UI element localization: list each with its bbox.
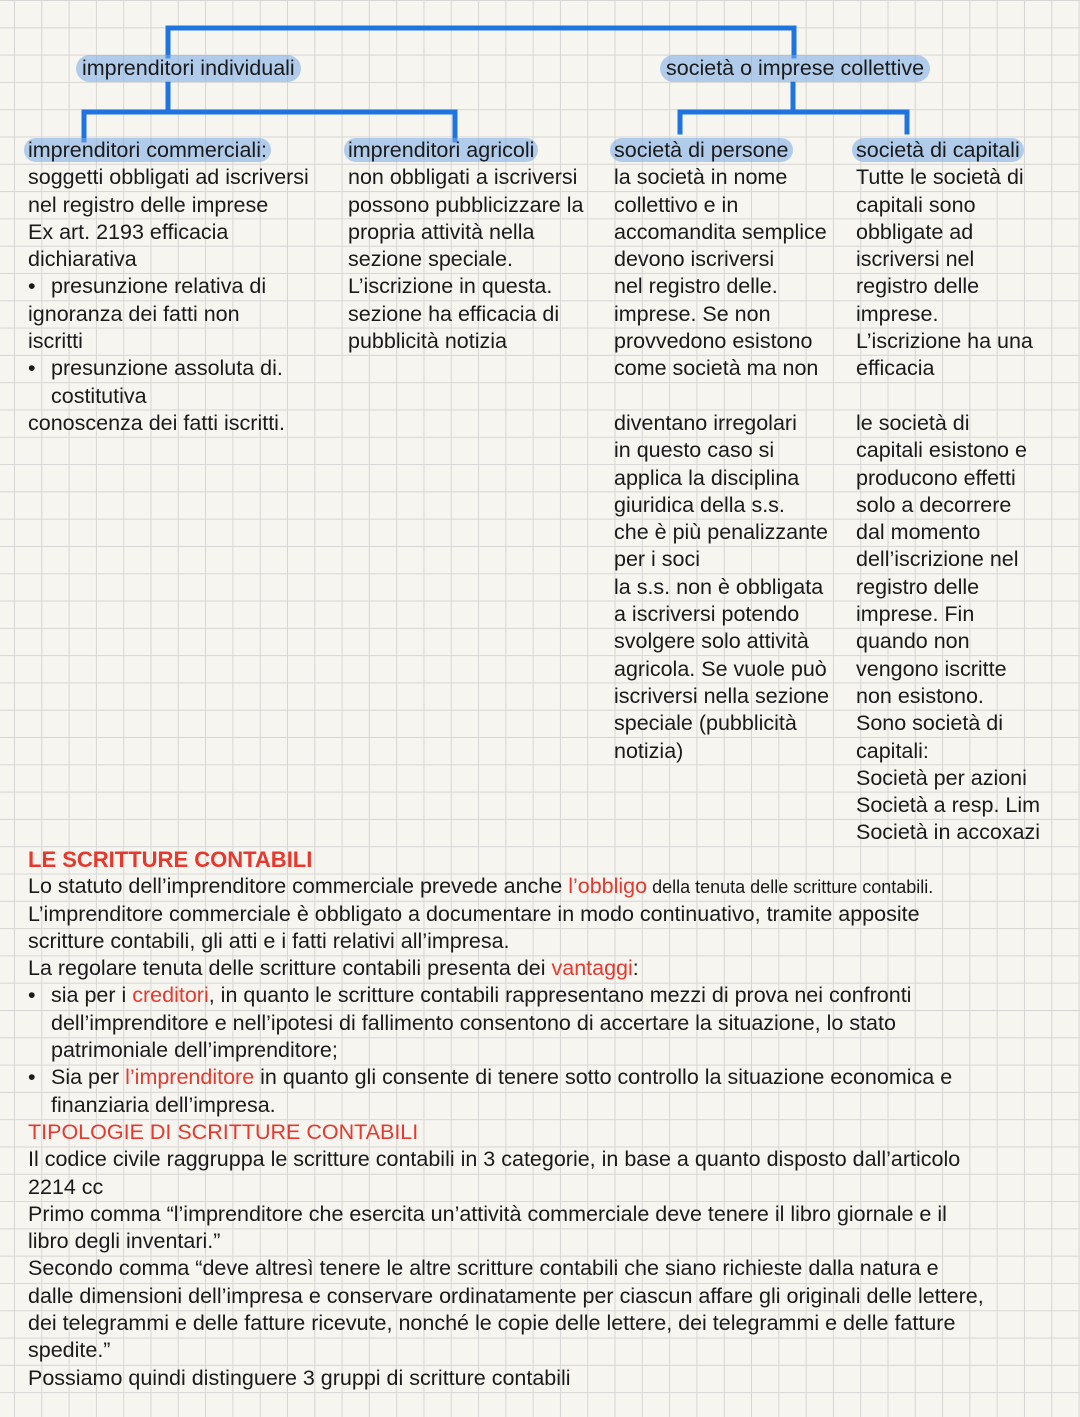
text-line: Società per azioni <box>856 765 1027 790</box>
column-title: imprenditori commerciali: <box>24 138 271 162</box>
text-line: solo a decorrere <box>856 492 1012 517</box>
text-line: Il codice civile raggruppa le scritture contabili in 3 categorie, in base a quanto disposto dall’articolo <box>28 1147 961 1172</box>
text-line: Tutte le società di <box>856 165 1024 190</box>
scritture-contabili-section <box>28 846 984 1392</box>
highlight-text: l’obbligo <box>568 874 648 899</box>
text-line: capitali sono <box>856 192 976 217</box>
column-societa-di-persone <box>614 137 829 765</box>
text-line: quando non <box>856 629 970 654</box>
subsection-title: TIPOLOGIE DI SCRITTURE CONTABILI <box>28 1119 419 1144</box>
paragraph-line <box>28 873 984 900</box>
paragraph-line <box>28 955 984 982</box>
text-line: capitali esistono e <box>856 438 1027 463</box>
connector-root <box>168 28 794 56</box>
text-line: conoscenza dei fatti iscritti. <box>28 410 285 435</box>
paragraph-line: finanziaria dell’impresa. <box>51 1092 276 1117</box>
section-title: LE SCRITTURE CONTABILI <box>28 847 313 872</box>
text-line: 2214 cc <box>28 1174 104 1199</box>
text-line: per i soci <box>614 547 701 572</box>
text-line: spedite.” <box>28 1338 111 1363</box>
text-line: non obbligati a iscriversi <box>348 165 578 190</box>
text-line: dei telegrammi e delle fatture ricevute, nonché le copie delle lettere, dei telegrammi e delle fatture <box>28 1311 956 1336</box>
text-line: collettivo e in <box>614 192 739 217</box>
text-line: Sono società di <box>856 711 1004 736</box>
bullet-item <box>28 1064 984 1091</box>
text-line: Primo comma “l’imprenditore che esercita un’attività commerciale deve tenere il libro giornale e il <box>28 1201 947 1226</box>
highlight-text: l’imprenditore <box>125 1065 255 1090</box>
text-line: nel registro delle. <box>614 274 778 299</box>
text-line: provvedono esistono <box>614 329 813 354</box>
text: in quanto gli consente di tenere sotto controllo la situazione economica e <box>254 1065 953 1090</box>
column-imprenditori-agricoli <box>348 137 583 355</box>
text-line: L’iscrizione in questa. <box>348 274 553 299</box>
text-line: Società in accoxazi <box>856 820 1041 845</box>
paragraph-line: L’imprenditore commerciale è obbligato a documentare in modo continuativo, tramite apposite <box>28 901 920 926</box>
text-line: imprese. <box>856 301 939 326</box>
column-title: società di persone <box>610 138 793 162</box>
node-societa-collettive: società o imprese collettive <box>660 55 930 82</box>
text-line: in questo caso si <box>614 438 775 463</box>
text-line: ignoranza dei fatti non <box>28 301 240 326</box>
text: Lo statuto dell’imprenditore commerciale prevede anche <box>28 874 569 899</box>
text-line: dal momento <box>856 520 981 545</box>
column-imprenditori-commerciali <box>28 137 309 437</box>
text-line <box>614 383 829 410</box>
text-line: svolgere solo attività <box>614 629 809 654</box>
text: La regolare tenuta delle scritture contabili presenta dei <box>28 956 552 981</box>
text-line: speciale (pubblicità <box>614 711 797 736</box>
text-line: producono effetti <box>856 465 1016 490</box>
text-line: costitutiva <box>51 383 147 408</box>
text-line: devono iscriversi <box>614 247 775 272</box>
paragraph-line: scritture contabili, gli atti e i fatti relativi all’impresa. <box>28 928 510 953</box>
text-line: dichiarativa <box>28 247 137 272</box>
text-line <box>856 383 1040 410</box>
text-line: obbligate ad <box>856 219 974 244</box>
text-line: Società a resp. Lim <box>856 793 1041 818</box>
text-line: L’iscrizione ha una <box>856 329 1033 354</box>
text-line: non esistono. <box>856 683 984 708</box>
text-line: iscriversi nel <box>856 247 975 272</box>
text-line: capitali: <box>856 738 929 763</box>
text-line: sezione speciale. <box>348 247 513 272</box>
bullet-item: • presunzione relativa di <box>28 273 309 300</box>
text-line: dell’iscrizione nel <box>856 547 1019 572</box>
node-imprenditori-individuali: imprenditori individuali <box>76 55 301 82</box>
text-line: la s.s. non è obbligata <box>614 574 824 599</box>
text-line: Secondo comma “deve altresì tenere le altre scritture contabili che siano richieste dalla natura e <box>28 1256 939 1281</box>
text-line: accomandita semplice <box>614 219 827 244</box>
column-title: imprenditori agricoli <box>344 138 538 162</box>
text-line: notizia) <box>614 738 684 763</box>
text-line: imprese. Se non <box>614 301 771 326</box>
highlight-text: vantaggi <box>551 956 633 981</box>
text: sia per i <box>51 983 133 1008</box>
text-line: nel registro delle imprese <box>28 192 269 217</box>
text-line: iscritti <box>28 329 83 354</box>
text-line: propria attività nella <box>348 219 535 244</box>
text-line: vengono iscritte <box>856 656 1007 681</box>
text-line: libro degli inventari.” <box>28 1229 221 1254</box>
text-line: registro delle <box>856 274 980 299</box>
text: Sia per <box>51 1065 126 1090</box>
text-line: Possiamo quindi distinguere 3 gruppi di scritture contabili <box>28 1365 571 1390</box>
paragraph-line: patrimoniale dell’imprenditore; <box>51 1038 338 1063</box>
text-line: soggetti obbligati ad iscriversi <box>28 165 309 190</box>
text: della tenuta delle scritture contabili. <box>647 877 934 898</box>
text-line: possono pubblicizzare la <box>348 192 584 217</box>
text-line: giuridica della s.s. <box>614 492 785 517</box>
text-line: la società in nome <box>614 165 788 190</box>
column-title: società di capitali <box>852 138 1024 162</box>
connector-left <box>84 84 455 140</box>
text-line: che è più penalizzante <box>614 520 828 545</box>
text-line: diventano irregolari <box>614 410 797 435</box>
highlight-text: creditori <box>132 983 209 1008</box>
text-line: imprese. Fin <box>856 602 975 627</box>
text-line: efficacia <box>856 356 935 381</box>
text-line: iscriversi nella sezione <box>614 683 830 708</box>
text-line: applica la disciplina <box>614 465 800 490</box>
column-societa-di-capitali <box>856 137 1040 847</box>
text: , in quanto le scritture contabili rappresentano mezzi di prova nei confronti <box>208 983 912 1008</box>
paragraph-line: dell’imprenditore e nell’ipotesi di fallimento consentono di accertare la situazione, lo stato <box>51 1010 896 1035</box>
bullet-item: • presunzione assoluta di. <box>28 355 309 382</box>
text-line: dalle dimensioni dell’impresa e conservare ordinatamente per ciascun affare gli originali delle lettere, <box>28 1283 984 1308</box>
text-line: registro delle <box>856 574 980 599</box>
text-line: pubblicità notizia <box>348 329 507 354</box>
text: : <box>632 956 639 981</box>
text-line: sezione ha efficacia di <box>348 301 560 326</box>
text-line: Ex art. 2193 efficacia <box>28 219 229 244</box>
connector-right <box>680 84 907 132</box>
text-line: le società di <box>856 410 970 435</box>
text-line: come società ma non <box>614 356 819 381</box>
text-line: agricola. Se vuole può <box>614 656 827 681</box>
text-line: a iscriversi potendo <box>614 602 800 627</box>
bullet-item <box>28 982 984 1009</box>
